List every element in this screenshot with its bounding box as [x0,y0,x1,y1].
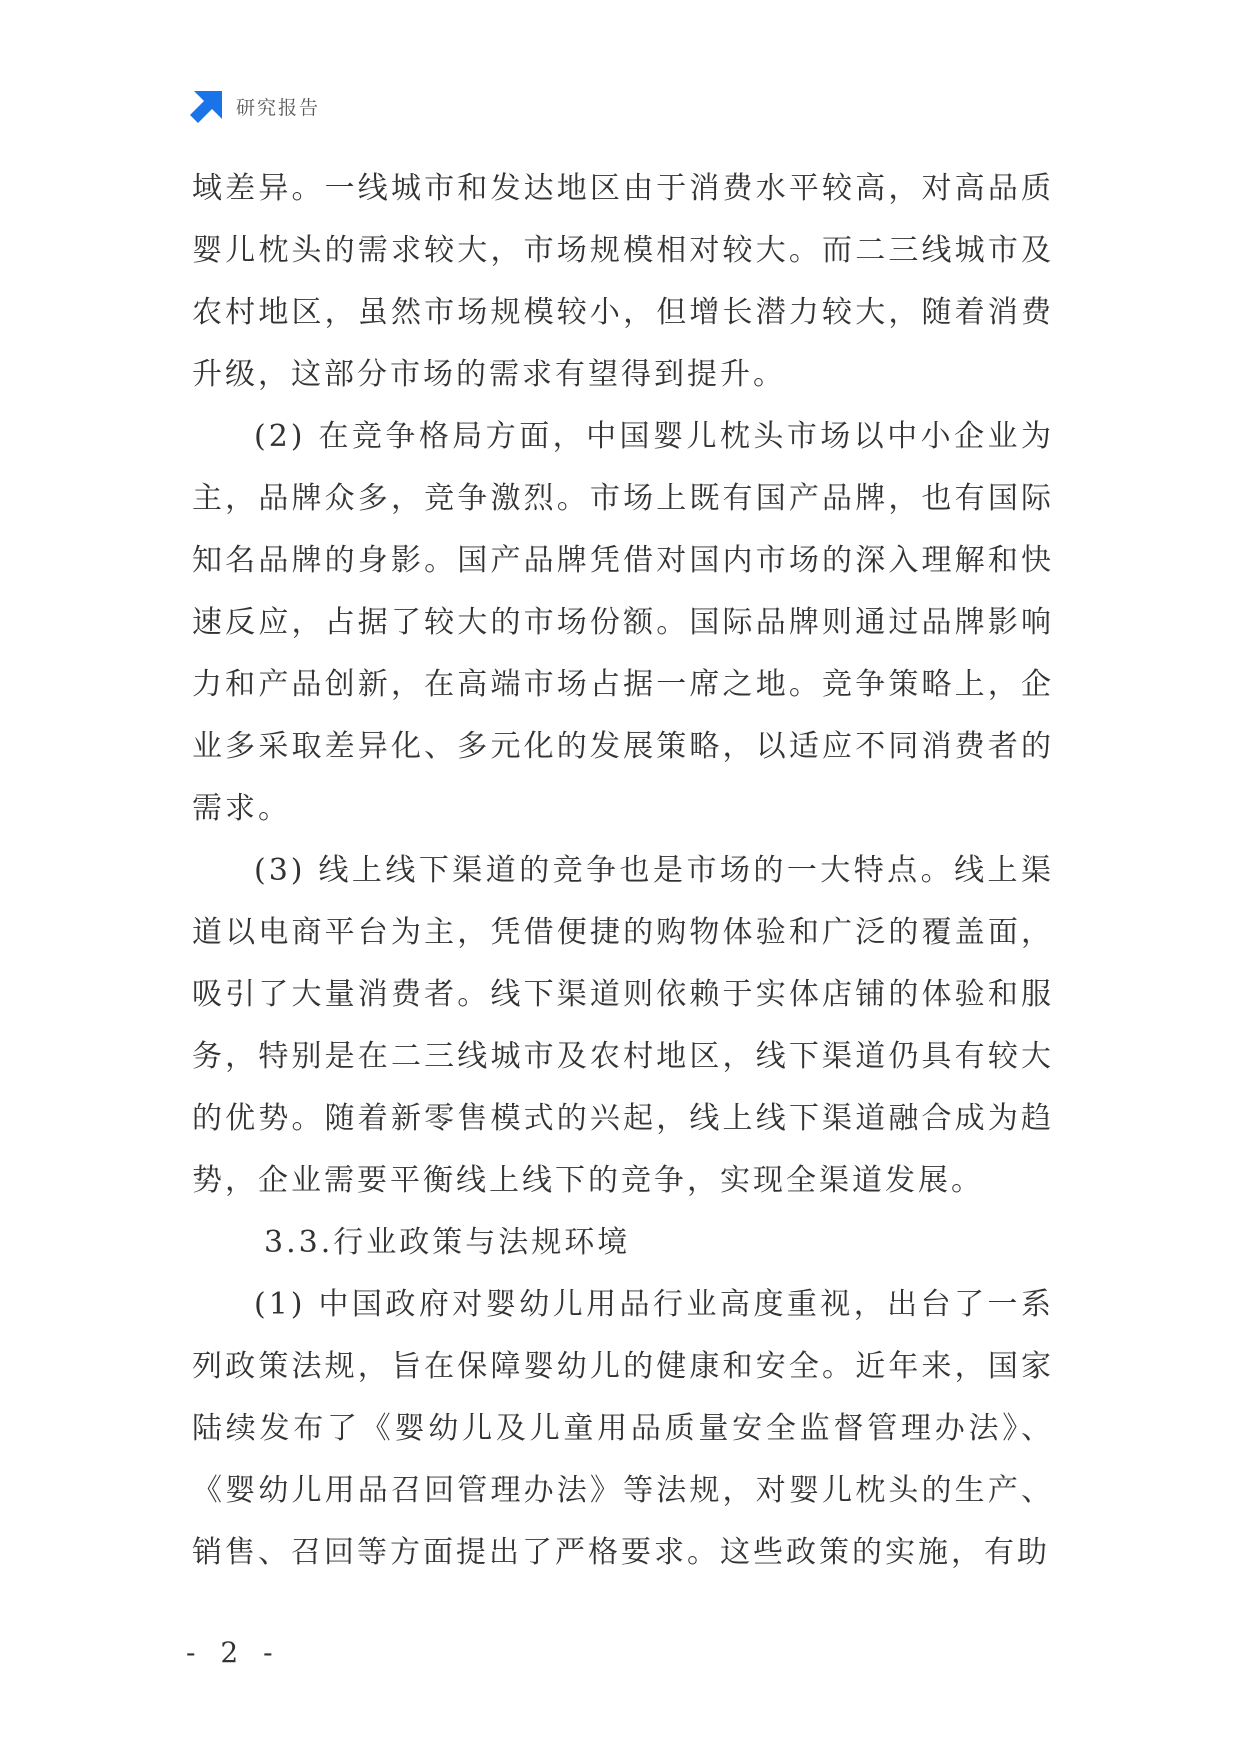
document-body [192,158,1054,1584]
arrow-up-right-icon [190,89,224,123]
paragraph-policy: (1) 中国政府对婴幼儿用品行业高度重视，出台了一系列政策法规，旨在保障婴幼儿的健康和安全。近年来，国家陆续发布了《婴幼儿及儿童用品质量安全监督管理办法》、《婴幼儿用品召回管理办法》等法规，对婴儿枕头的生产、销售、召回等方面提出了严格要求。这些政策的实施，有助 [192,1287,1054,1570]
paragraph-competition: (2) 在竞争格局方面，中国婴儿枕头市场以中小企业为主，品牌众多，竞争激烈。市场上既有国产品牌，也有国际知名品牌的身影。国产品牌凭借对国内市场的深入理解和快速反应，占据了较大的市场份额。国际品牌则通过品牌影响力和产品创新，在高端市场占据一席之地。竞争策略上，企业多采取差异化、多元化的发展策略，以适应不同消费者的需求。 [192,419,1054,826]
paragraph-continuation: 域差异。一线城市和发达地区由于消费水平较高，对高品质婴儿枕头的需求较大，市场规模相对较大。而二三线城市及农村地区，虽然市场规模较小，但增长潜力较大，随着消费升级，这部分市场的需求有望得到提升。 [192,171,1054,392]
paragraph-channels: (3) 线上线下渠道的竞争也是市场的一大特点。线上渠道以电商平台为主，凭借便捷的购物体验和广泛的覆盖面，吸引了大量消费者。线下渠道则依赖于实体店铺的体验和服务，特别是在二三线城市及农村地区，线下渠道仍具有较大的优势。随着新零售模式的兴起，线上线下渠道融合成为趋势，企业需要平衡线上线下的竞争，实现全渠道发展。 [192,853,1054,1198]
section-heading: 3.3.行业政策与法规环境 [264,1225,631,1260]
page-header [190,88,320,124]
page-number: - 2 - [186,1636,281,1669]
report-label: 研究报告 [236,96,321,119]
